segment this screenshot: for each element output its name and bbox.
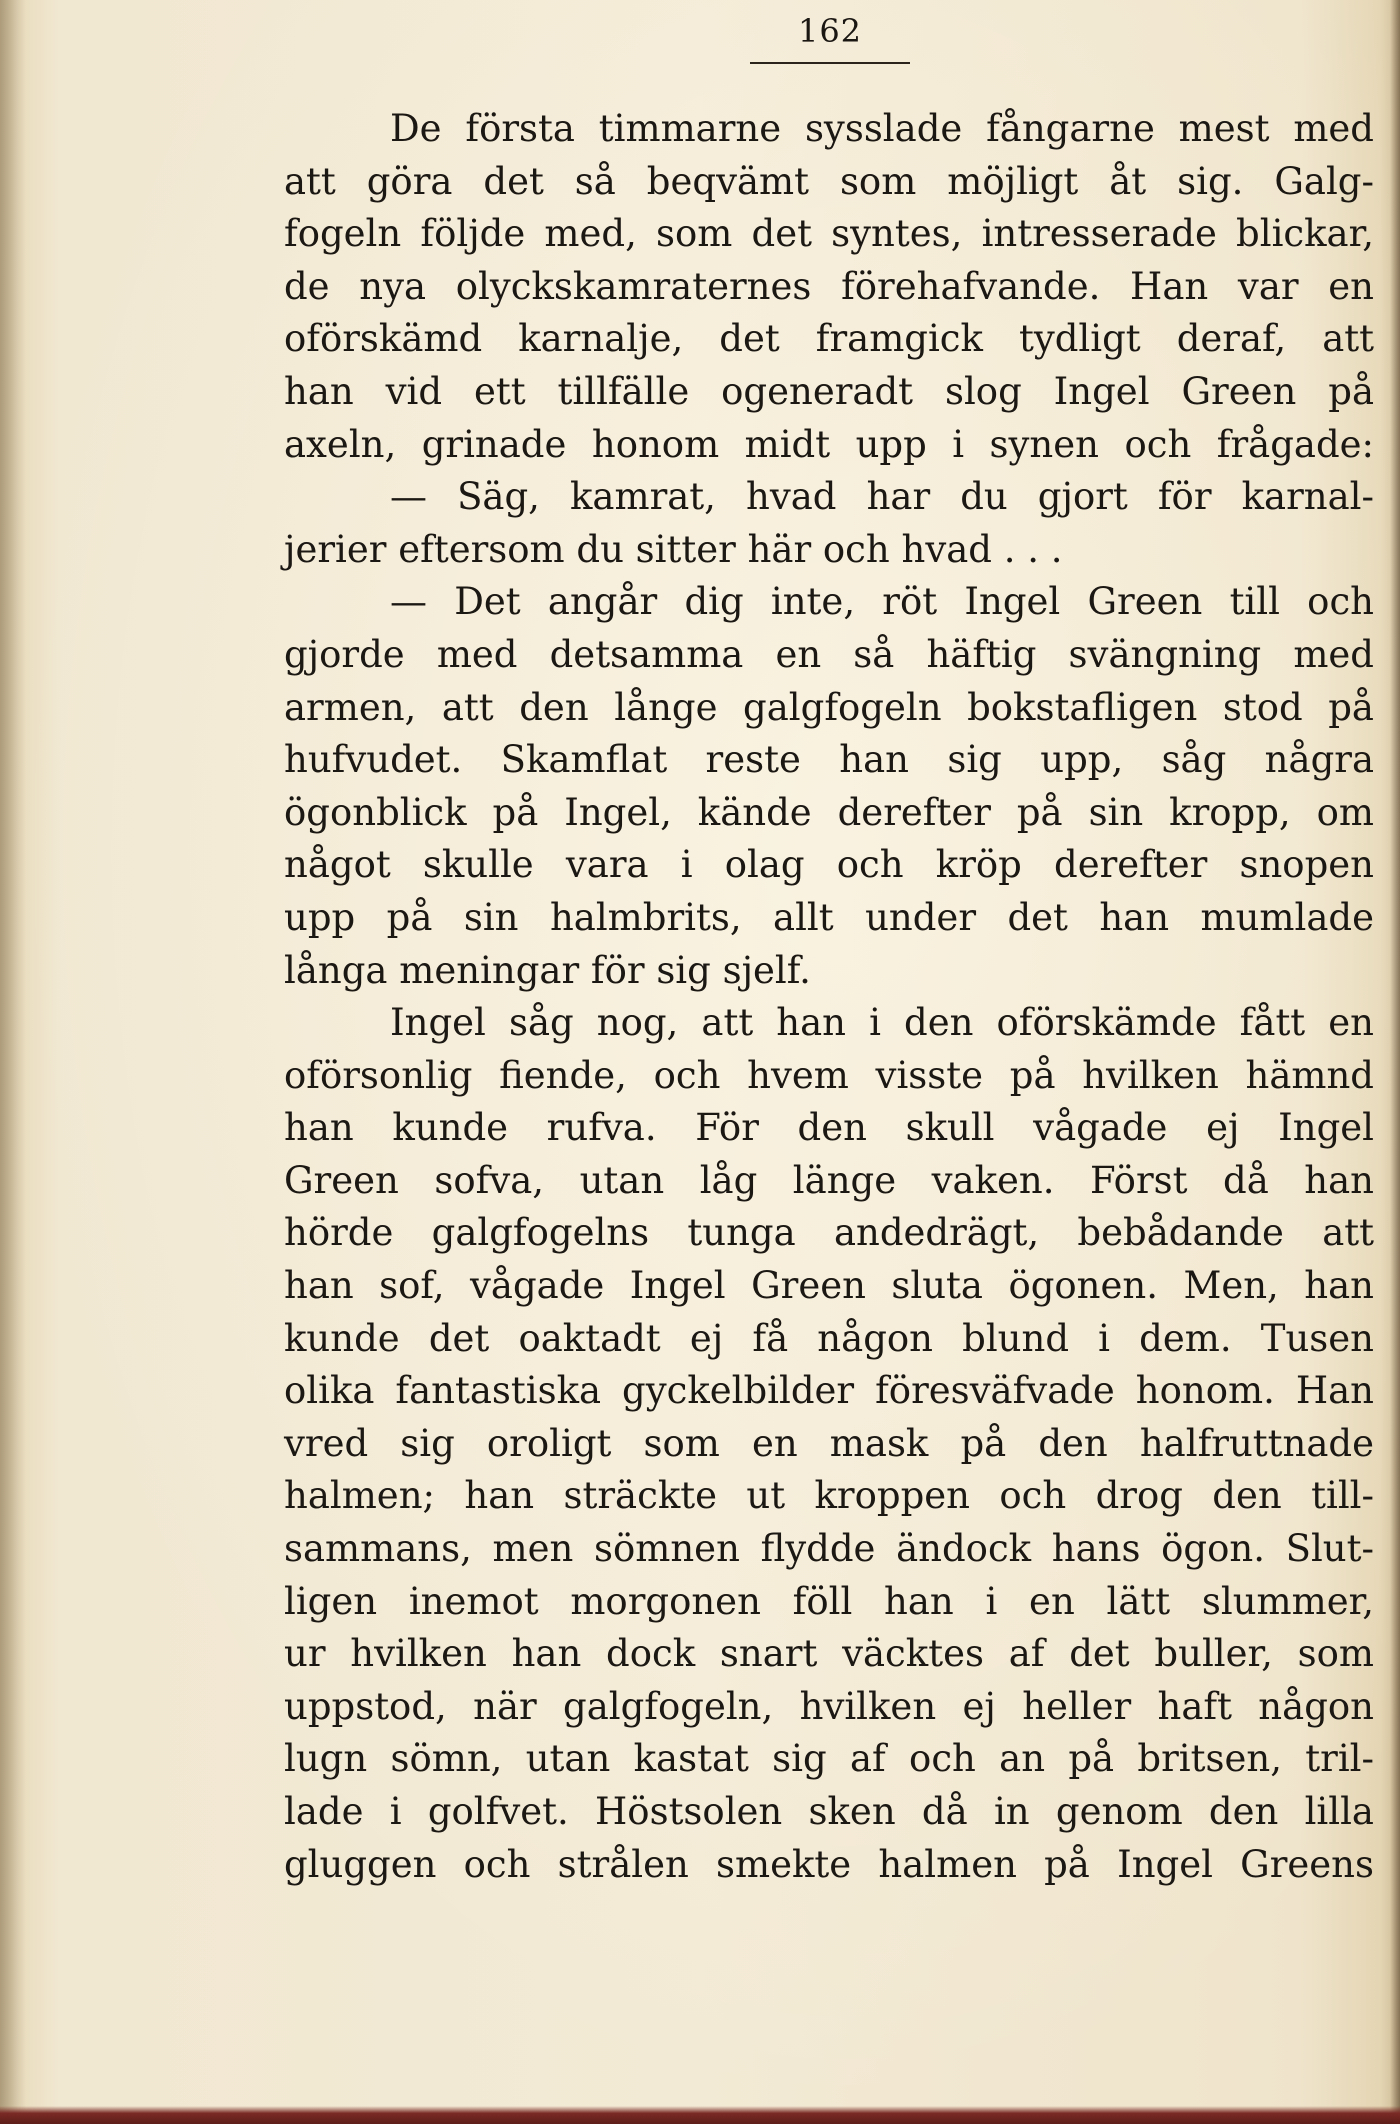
text-line: halmen; han sträckte ut kroppen och drog den till-: [284, 1474, 1374, 1518]
text-line: hufvudet. Skamflat reste han sig upp, såg några: [284, 738, 1374, 782]
book-cover-edge: [0, 2106, 1400, 2124]
text-line: — Säg, kamrat, hvad har du gjort för karnal-: [390, 475, 1374, 519]
text-line: gjorde med detsamma en så häftig svängning med: [284, 632, 1374, 676]
text-line: lugn sömn, utan kastat sig af och an på britsen, tril-: [284, 1737, 1374, 1781]
body-text: [284, 103, 1374, 1891]
page-number-rule: [750, 62, 910, 64]
text-line: Ingel såg nog, att han i den oförskämde fått en: [390, 1001, 1374, 1045]
text-line: lade i golfvet. Höstsolen sken då in genom den lilla: [284, 1790, 1374, 1833]
text-line: vred sig oroligt som en mask på den halfruttnade: [284, 1421, 1374, 1465]
text-line: gluggen och strålen smekte halmen på Ingel Greens: [284, 1842, 1374, 1886]
spine-shadow: [0, 0, 26, 2124]
text-line: ögonblick på Ingel, kände derefter på sin kropp, om: [284, 790, 1374, 834]
text-line: att göra det så beqvämt som möjligt åt sig. Galg-: [284, 159, 1374, 203]
text-line: ligen inemot morgonen föll han i en lätt slummer,: [284, 1579, 1374, 1623]
text-line: ur hvilken han dock snart väcktes af det buller, som: [284, 1632, 1374, 1676]
text-line: jerier eftersom du sitter här och hvad . . .: [284, 527, 1063, 571]
text-line: uppstod, när galgfogeln, hvilken ej heller haft någon: [284, 1684, 1374, 1728]
text-line: — Det angår dig inte, röt Ingel Green till och: [390, 580, 1374, 624]
text-line: olika fantastiska gyckelbilder föresväfvade honom. Han: [284, 1369, 1374, 1413]
text-line: de nya olyckskamraternes förehafvande. Han var en: [284, 264, 1374, 308]
text-line: oförsonlig fiende, och hvem visste på hvilken hämnd: [284, 1053, 1374, 1097]
text-line: sammans, men sömnen flydde ändock hans ögon. Slut-: [284, 1527, 1374, 1571]
text-line: armen, att den långe galgfogeln bokstafligen stod på: [284, 685, 1374, 729]
text-line: han vid ett tillfälle ogeneradt slog Ingel Green på: [284, 369, 1374, 413]
text-line: hörde galgfogelns tunga andedrägt, bebådande att: [284, 1211, 1374, 1255]
text-line: oförskämd karnalje, det framgick tydligt deraf, att: [284, 317, 1374, 361]
text-line: något skulle vara i olag och kröp derefter snopen: [284, 843, 1374, 887]
page-number: 162: [797, 12, 863, 50]
page-edge-right: [1390, 0, 1400, 2124]
text-line: han sof, vågade Ingel Green sluta ögonen. Men, han: [284, 1264, 1374, 1308]
text-line: fogeln följde med, som det syntes, intresserade blickar,: [284, 212, 1374, 256]
text-line: De första timmarne sysslade fångarne mest med: [390, 107, 1374, 150]
text-line: axeln, grinade honom midt upp i synen och frågade:: [284, 422, 1374, 466]
text-line: upp på sin halmbrits, allt under det han mumlade: [284, 895, 1374, 939]
text-line: långa meningar för sig sjelf.: [284, 948, 811, 992]
text-line: kunde det oaktadt ej få någon blund i dem. Tusen: [284, 1316, 1374, 1360]
text-line: Green sofva, utan låg länge vaken. Först då han: [284, 1158, 1374, 1202]
text-line: han kunde rufva. För den skull vågade ej Ingel: [284, 1106, 1374, 1150]
